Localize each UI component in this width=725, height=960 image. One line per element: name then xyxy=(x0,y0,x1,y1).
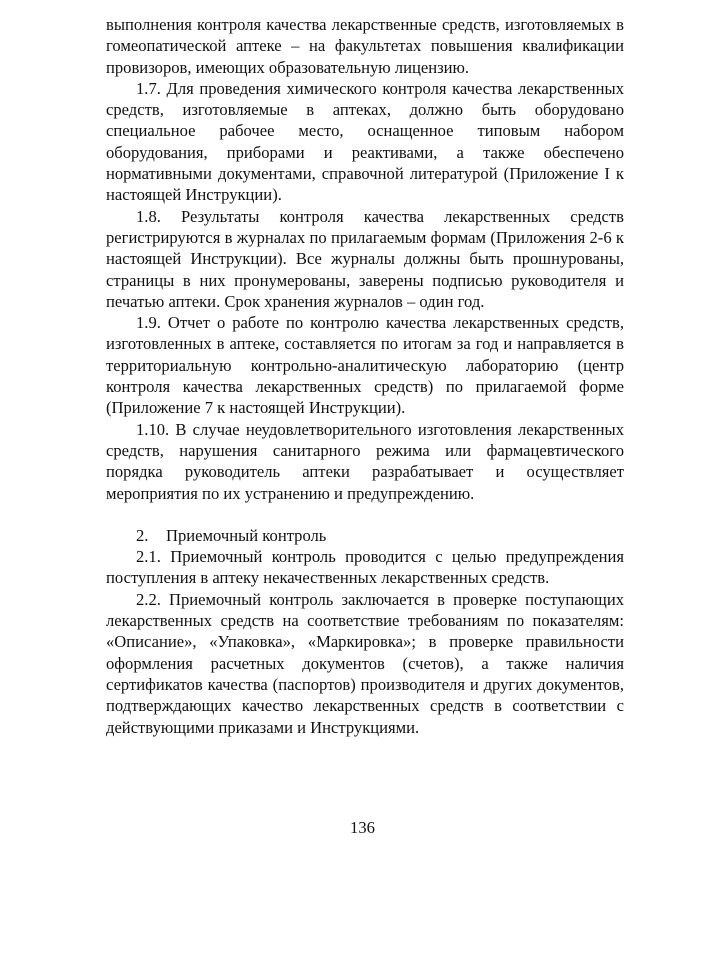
paragraph-1-7: 1.7. Для проведения химического контроля качества лекарственных средств, изготовляемые в аптеках, должно быть оборудовано специальное рабочее место, оснащенное типовым набором оборудования, приборами и реактивами, а также обеспечено нормативными документами, справочной литературой (Приложение I к настоящей Инструкции). xyxy=(106,78,624,205)
paragraph-1-9: 1.9. Отчет о работе по контролю качества лекарственных средств, изготовленных в аптеке, составляется по итогам за год и направляется в территориальную контрольно-аналитическую лабораторию (центр контроля качества лекарственных средств) по прилагаемой форме (Приложение 7 к настоящей Инструкции). xyxy=(106,313,624,418)
paragraph-continuation: выполнения контроля качества лекарственные средств, изготовляемых в гомеопатической аптеке – на факультетах повышения квалификации провизоров, имеющих образовательную лицензию. xyxy=(106,15,624,77)
document-page xyxy=(106,14,624,738)
section-heading xyxy=(106,525,624,546)
paragraph-1-10: 1.10. В случае неудовлетворительного изготовления лекарственных средств, нарушения санитарного режима или фармацевтического порядка руководитель аптеки разрабатывает и осуществляет мероприятия по их устранению и предупреждению. xyxy=(106,419,624,503)
section-title: Приемочный контроль xyxy=(166,525,327,545)
paragraph-1-8: 1.8. Результаты контроля качества лекарственных средств регистрируются в журналах по прилагаемым формам (Приложения 2-6 к настоящей Инструкции). Все журналы должны быть прошнурованы, страницы в них пронумерованы, заверены подписью руководителя и печатью аптеки. Срок хранения журналов – один год. xyxy=(106,206,624,311)
section-number: 2. xyxy=(136,525,149,545)
paragraph-2-2: 2.2. Приемочный контроль заключается в проверке поступающих лекарственных средств на соответствие требованиям по показателям: «Описание», «Упаковка», «Маркировка»; в проверке правильности оформления расчетных документов (счетов), а также наличия сертификатов качества (паспортов) производителя и других документов, подтверждающих качество лекарственных средств в соответствии с действующими приказами и Инструкциями. xyxy=(106,589,624,737)
page-number: 136 xyxy=(350,818,375,837)
paragraph-2-1: 2.1. Приемочный контроль проводится с целью предупреждения поступления в аптеку некачественных лекарственных средств. xyxy=(106,547,624,588)
